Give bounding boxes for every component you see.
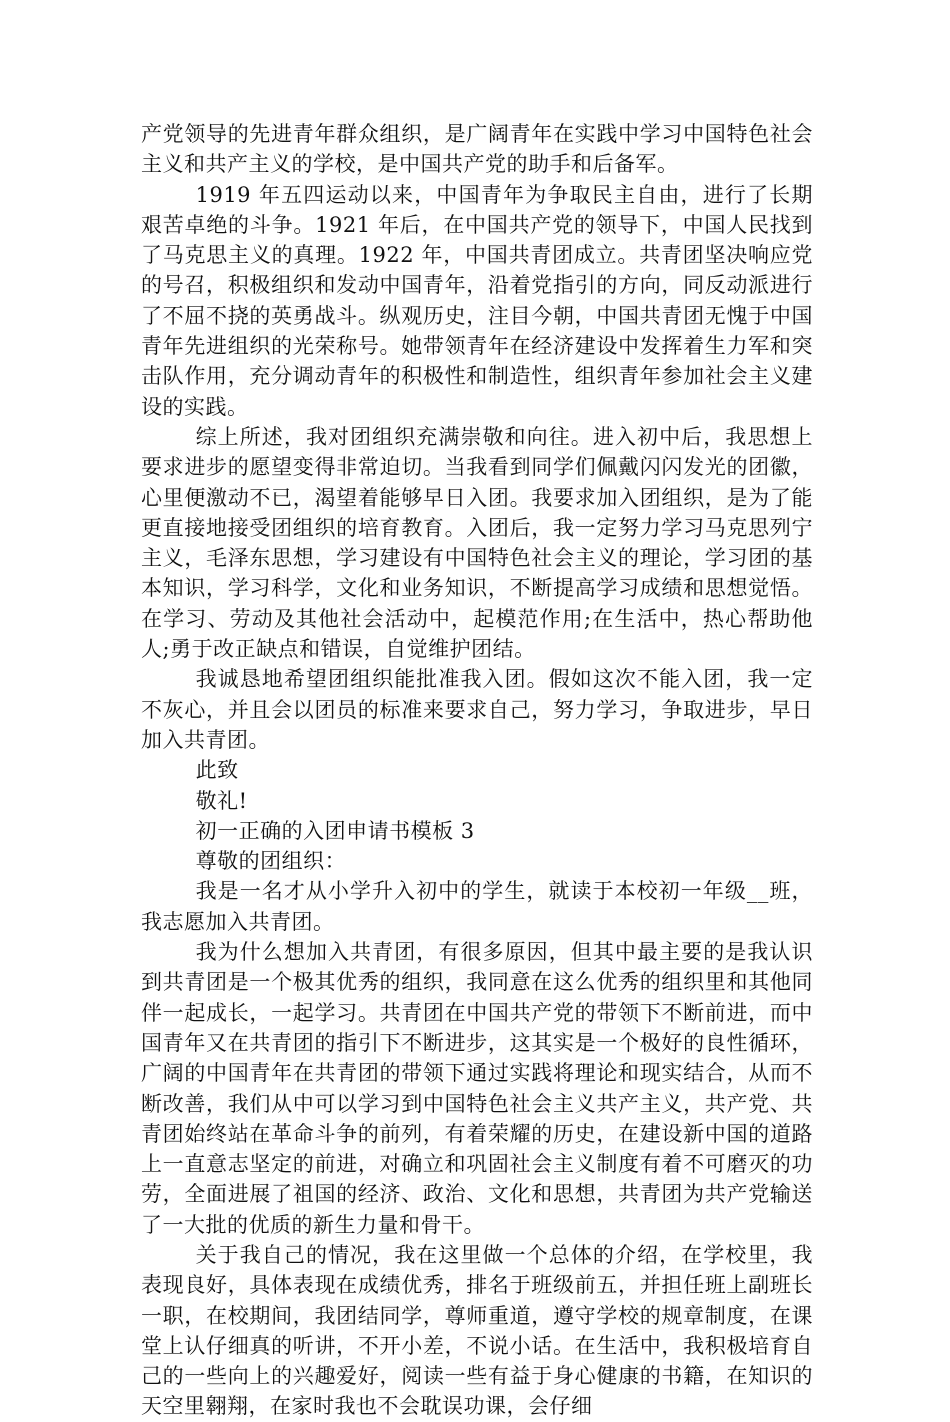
closing-regards: 敬礼!: [195, 788, 248, 813]
letter-greeting: 尊敬的团组织：: [195, 849, 347, 874]
paragraph-reasons: 我为什么想加入共青团，有很多原因，但其中最主要的是我认识到共青团是一个极其优秀的组织，我同意在这么优秀的组织里和其他同伴一起成长，一起学习。共青团在中国共产党的带领下不断前进，而中国青年又在共青团的指引下不断进步，这其实是一个极好的良性循环，广阔的中国青年在共青团的带领下通过实践将理论和现实结合，从而不断改善，我们从中可以学习到中国特色社会主义共产主义，共产党、共青团始终站在革命斗争的前列，有着荣耀的历史，在建设新中国的道路上一直意志坚定的前进，对确立和巩固社会主义制度有着不可磨灭的功劳，全面进展了祖国的经济、政治、文化和思想，共青团为共产党输送了一大批的优质的新生力量和骨干。: [141, 940, 813, 1237]
closing-salutation: 此致: [195, 758, 239, 783]
paragraph-introduction: 我是一名才从小学升入初中的学生，就读于本校初一年级__班，我志愿加入共青团。: [141, 879, 813, 934]
paragraph-youth-league-history: 1919 年五四运动以来，中国青年为争取民主自由，进行了长期艰苦卓绝的斗争。1921 年后，在中国共产党的领导下，中国人民找到了马克思主义的真理。1922 年，中国共青团成立。共青团坚决响应党的号召，积极组织和发动中国青年，沿着党指引的方向，同反动派进行了不屈不挠的英勇战斗。纵观历史，注目今朝，中国共青团无愧于中国青年先进组织的光荣称号。她带领青年在经济建设中发挥着生力军和突击队作用，充分调动青年的积极性和制造性，组织青年参加社会主义建设的实践。: [141, 182, 813, 419]
document-body: [141, 119, 813, 1422]
paragraph-motivation: 综上所述，我对团组织充满崇敬和向往。进入初中后，我思想上要求进步的愿望变得非常迫切。当我看到同学们佩戴闪闪发光的团徽，心里便激动不已，渴望着能够早日入团。我要求加入团组织，是为了能更直接地接受团组织的培育教育。入团后，我一定努力学习马克思列宁主义，毛泽东思想，学习建设有中国特色社会主义的理论，学习团的基本知识，学习科学，文化和业务知识，不断提高学习成绩和思想觉悟。在学习、劳动及其他社会活动中，起模范作用;在生活中，热心帮助他人;勇于改正缺点和错误，自觉维护团结。: [141, 424, 813, 662]
paragraph-self-description: 关于我自己的情况，我在这里做一个总体的介绍，在学校里，我表现良好，具体表现在成绩优秀，排名于班级前五，并担任班上副班长一职，在校期间，我团结同学，尊师重道，遵守学校的规章制度，在课堂上认仔细真的听讲，不开小差，不说小话。在生活中，我积极培育自己的一些向上的兴趣爱好，阅读一些有益于身心健康的书籍，在知识的天空里翱翔，在家时我也不会耽误功课，会仔细: [141, 1242, 813, 1419]
template-heading: 初一正确的入团申请书模板 3: [195, 818, 475, 843]
paragraph-continuation: 产党领导的先进青年群众组织，是广阔青年在实践中学习中国特色社会主义和共产主义的学校，是中国共产党的助手和后备军。: [141, 122, 813, 177]
paragraph-request: 我诚恳地希望团组织能批准我入团。假如这次不能入团，我一定不灰心，并且会以团员的标准来要求自己，努力学习，争取进步，早日加入共青团。: [141, 667, 813, 752]
